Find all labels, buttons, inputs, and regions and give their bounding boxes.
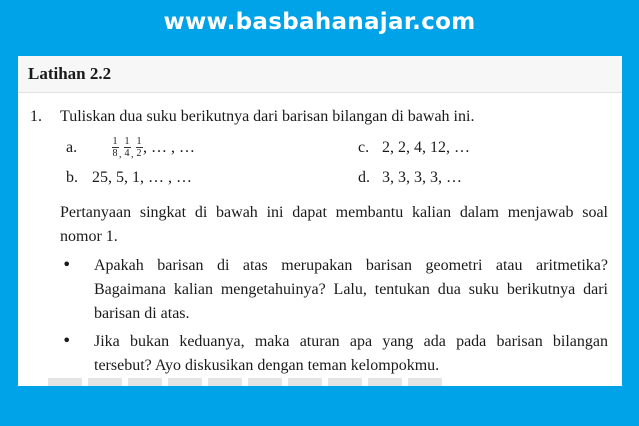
item-b-sequence: 25, 5, 1, … , … bbox=[92, 169, 192, 186]
cropped-text-remnant bbox=[48, 378, 448, 386]
bullet-2-line-1: Jika bukan keduanya, maka aturan apa yang ada pada barisan bilangan bbox=[94, 333, 608, 350]
item-a-rest: , … , … bbox=[143, 139, 195, 156]
item-d-sequence: 3, 3, 3, 3, … bbox=[382, 169, 462, 186]
item-a-label: a. bbox=[66, 139, 78, 156]
question-text: Tuliskan dua suku berikutnya dari barisan bilangan di bawah ini. bbox=[60, 108, 475, 125]
item-d-label: d. bbox=[358, 169, 370, 186]
bullet-1-line-2: Bagaimana kalian mengetahuinya? Lalu, tentukan dua suku berikutnya dari bbox=[94, 281, 608, 298]
exercise-title: Latihan 2.2 bbox=[28, 64, 112, 83]
item-a-sequence: 1 8 , 1 4 , 1 2 , … , … bbox=[112, 136, 195, 160]
bullet-dot-2: • bbox=[62, 331, 72, 350]
item-c-label: c. bbox=[358, 139, 370, 156]
bullet-1-line-3: barisan di atas. bbox=[94, 305, 190, 322]
bullet-2-line-2: tersebut? Ayo diskusikan dengan teman kelompokmu. bbox=[94, 357, 440, 374]
intro-line-1: Pertanyaan singkat di bawah ini dapat membantu kalian dalam menjawab soal bbox=[60, 204, 608, 221]
question-number: 1. bbox=[30, 108, 42, 125]
exercise-page bbox=[18, 56, 622, 386]
title-bar bbox=[18, 56, 622, 93]
bullet-dot-1: • bbox=[62, 255, 72, 274]
bullet-1-line-1: Apakah barisan di atas merupakan barisan geometri atau aritmetika? bbox=[94, 257, 608, 274]
site-url-banner: www.basbahanajar.com bbox=[163, 9, 476, 35]
intro-line-2: nomor 1. bbox=[60, 228, 118, 245]
fraction-1: 1 8 bbox=[112, 136, 118, 159]
item-b-label: b. bbox=[66, 169, 78, 186]
fraction-3: 1 2 bbox=[136, 136, 142, 159]
item-c-sequence: 2, 2, 4, 12, … bbox=[382, 139, 470, 156]
fraction-2: 1 4 bbox=[124, 136, 130, 159]
